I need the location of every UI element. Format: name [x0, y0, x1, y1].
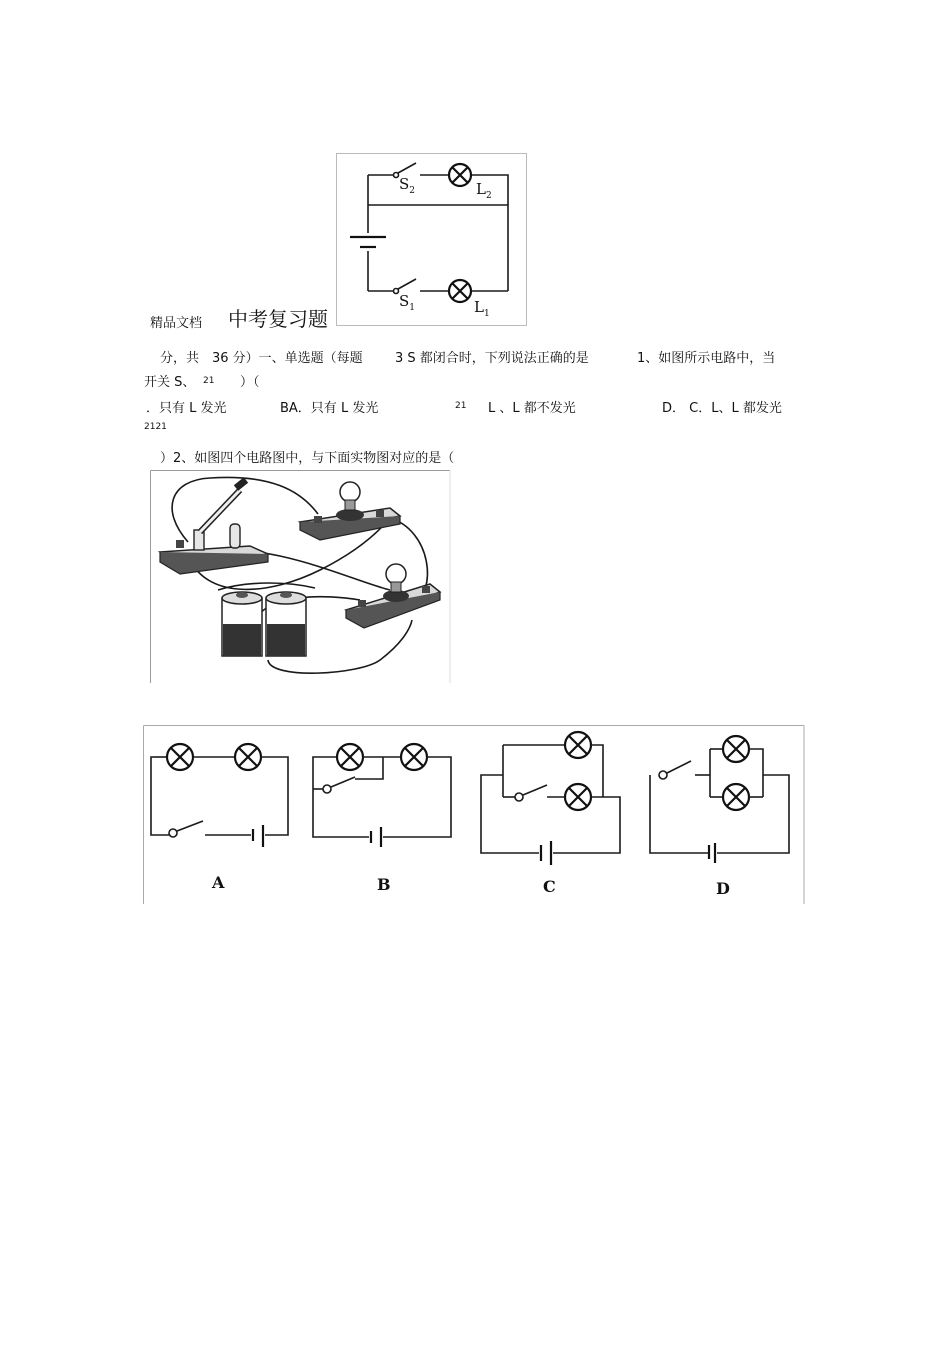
q1-line2-a: 开关 S、	[144, 375, 196, 390]
q1-text-a: 分，共	[160, 351, 200, 366]
q2-text: ）2、如图四个电路图中，与下面实物图对应的是（	[160, 451, 455, 466]
circuit-a	[151, 744, 288, 847]
physical-circuit-image	[150, 470, 452, 684]
q1-text-c: 3 S 都闭合时，下列说法正确的是	[395, 351, 589, 366]
switch-s2-pivot	[394, 173, 399, 178]
q1-text-d: 1、如图所示电路中，当	[637, 351, 776, 366]
circuit-d	[650, 736, 789, 863]
circuit-c	[481, 732, 620, 865]
label-s1: $S_1$	[399, 292, 416, 313]
lamp-l2	[449, 164, 471, 186]
option-circuits	[143, 725, 805, 905]
q1-text-b: 36 分）一、单选题（每题	[212, 351, 363, 366]
switch-s1-pivot	[394, 289, 399, 294]
lamp-board-2	[346, 564, 440, 628]
option-label-c: C	[543, 877, 556, 896]
q1-option-sub: 21	[455, 401, 467, 411]
q1-option-a: ．只有 L 发光	[146, 401, 227, 416]
q1-line2-b: ）（	[240, 375, 260, 390]
lamp-l1	[449, 280, 471, 302]
q1-line2-sub: 21	[203, 376, 215, 386]
q1-tail: 2121	[144, 422, 167, 432]
q1-option-d: D． C．L、L 都发光	[662, 401, 782, 416]
header-left-label: 精品文档	[150, 316, 203, 331]
page-title: 中考复习题	[228, 307, 328, 331]
label-l2: $L_2$	[476, 180, 492, 201]
label-s2: $S_2$	[399, 175, 416, 196]
figure1-circuit	[336, 153, 528, 327]
option-label-a: A	[212, 873, 225, 892]
q1-option-c: L 、L 都不发光	[488, 401, 576, 416]
option-label-b: B	[377, 875, 391, 894]
option-label-d: D	[716, 879, 730, 898]
circuit-b	[313, 744, 451, 847]
q1-option-b: BA．只有 L 发光	[280, 401, 379, 416]
label-l1: $L_1$	[474, 298, 490, 319]
battery-pack	[222, 592, 306, 656]
